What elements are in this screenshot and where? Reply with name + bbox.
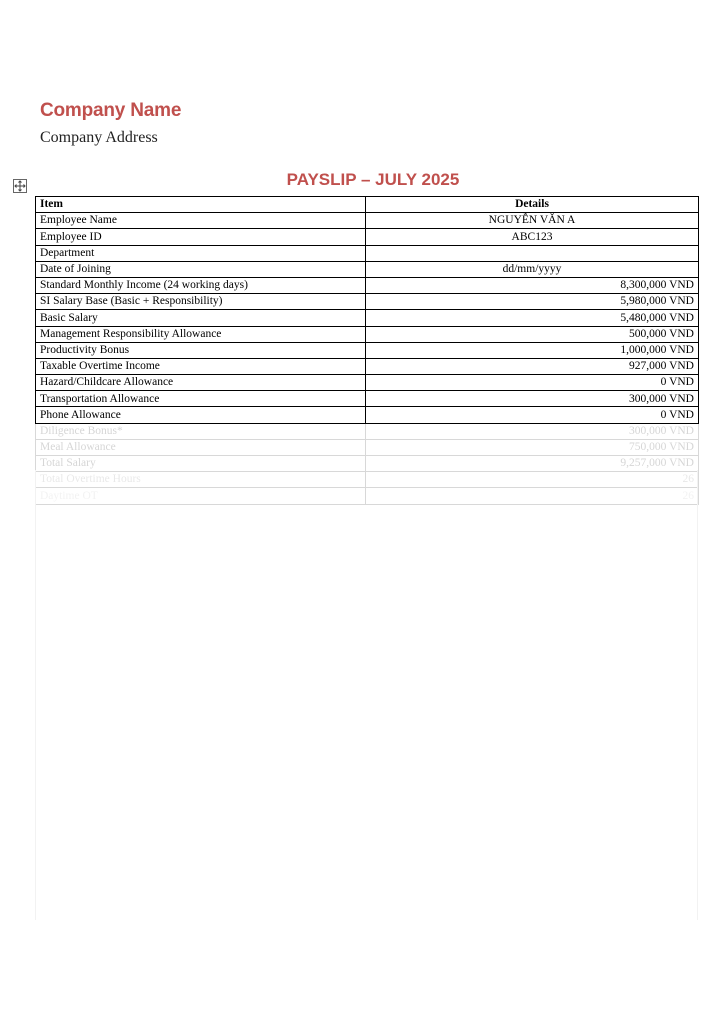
row-item-value: 8,300,000 VND (366, 277, 699, 293)
row-item-value: NGUYỄN VĂN A (366, 213, 699, 229)
payslip-title: PAYSLIP – JULY 2025 (286, 170, 460, 189)
row-item-value: 5,980,000 VND (366, 294, 699, 310)
row-item-label: Management Responsibility Allowance (36, 326, 366, 342)
row-item-value: 300,000 VND (366, 391, 699, 407)
faded-row-item-label (36, 423, 366, 439)
table-row (36, 391, 699, 407)
table-row (36, 358, 699, 374)
table-row (36, 342, 699, 358)
row-item-label: Employee Name (36, 213, 366, 229)
table-row (36, 294, 699, 310)
row-item-value: 500,000 VND (366, 326, 699, 342)
faded-row-value-text: 300,000 VND (629, 424, 694, 437)
header-details: Details (366, 197, 699, 213)
table-row (36, 277, 699, 293)
faded-row-label-text: Diligence Bonus* (40, 424, 123, 437)
table-row (36, 310, 699, 326)
payslip-table-container (35, 196, 698, 505)
row-item-label: SI Salary Base (Basic + Responsibility) (36, 294, 366, 310)
faded-row-label-text: Total Salary (40, 457, 96, 470)
faded-row-item-value (366, 423, 699, 439)
payslip-table (35, 196, 699, 505)
row-item-label: Department (36, 245, 366, 261)
table-row (36, 245, 699, 261)
row-item-label: Date of Joining (36, 261, 366, 277)
faded-row-item-value (366, 439, 699, 455)
row-item-label: Productivity Bonus (36, 342, 366, 358)
row-item-value: 0 VND (366, 375, 699, 391)
row-item-label: Phone Allowance (36, 407, 366, 423)
company-name: Company Name (40, 100, 182, 121)
faded-row-label-text: Daytime OT (40, 489, 98, 502)
row-item-value: 5,480,000 VND (366, 310, 699, 326)
table-row (36, 407, 699, 423)
row-item-value (366, 245, 699, 261)
row-item-label: Standard Monthly Income (24 working days) (36, 277, 366, 293)
table-header-row (36, 197, 699, 213)
row-item-value: 927,000 VND (366, 358, 699, 374)
table-row (36, 229, 699, 245)
faded-row-value-text: 26 (682, 473, 694, 486)
row-item-label: Hazard/Childcare Allowance (36, 375, 366, 391)
row-item-label: Employee ID (36, 229, 366, 245)
faded-row-label-text: Meal Allowance (40, 441, 116, 454)
faded-row-label-text: Total Overtime Hours (40, 473, 141, 486)
table-row (36, 375, 699, 391)
faded-row-item-label (36, 439, 366, 455)
faded-row-value-text: 26 (682, 489, 694, 502)
table-row (36, 261, 699, 277)
row-item-value: dd/mm/yyyy (366, 261, 699, 277)
company-address: Company Address (40, 129, 158, 146)
header-item: Item (36, 197, 366, 213)
faded-table-continuation (35, 470, 698, 920)
row-item-value: 1,000,000 VND (366, 342, 699, 358)
row-item-label: Transportation Allowance (36, 391, 366, 407)
table-row (36, 326, 699, 342)
row-item-value: 0 VND (366, 407, 699, 423)
faded-table-row (36, 423, 699, 439)
row-item-value: ABC123 (366, 229, 699, 245)
row-item-label: Basic Salary (36, 310, 366, 326)
faded-row-value-text: 9,257,000 VND (620, 457, 694, 470)
faded-table-row (36, 439, 699, 455)
faded-row-value-text: 750,000 VND (629, 441, 694, 454)
row-item-label: Taxable Overtime Income (36, 358, 366, 374)
table-row (36, 213, 699, 229)
